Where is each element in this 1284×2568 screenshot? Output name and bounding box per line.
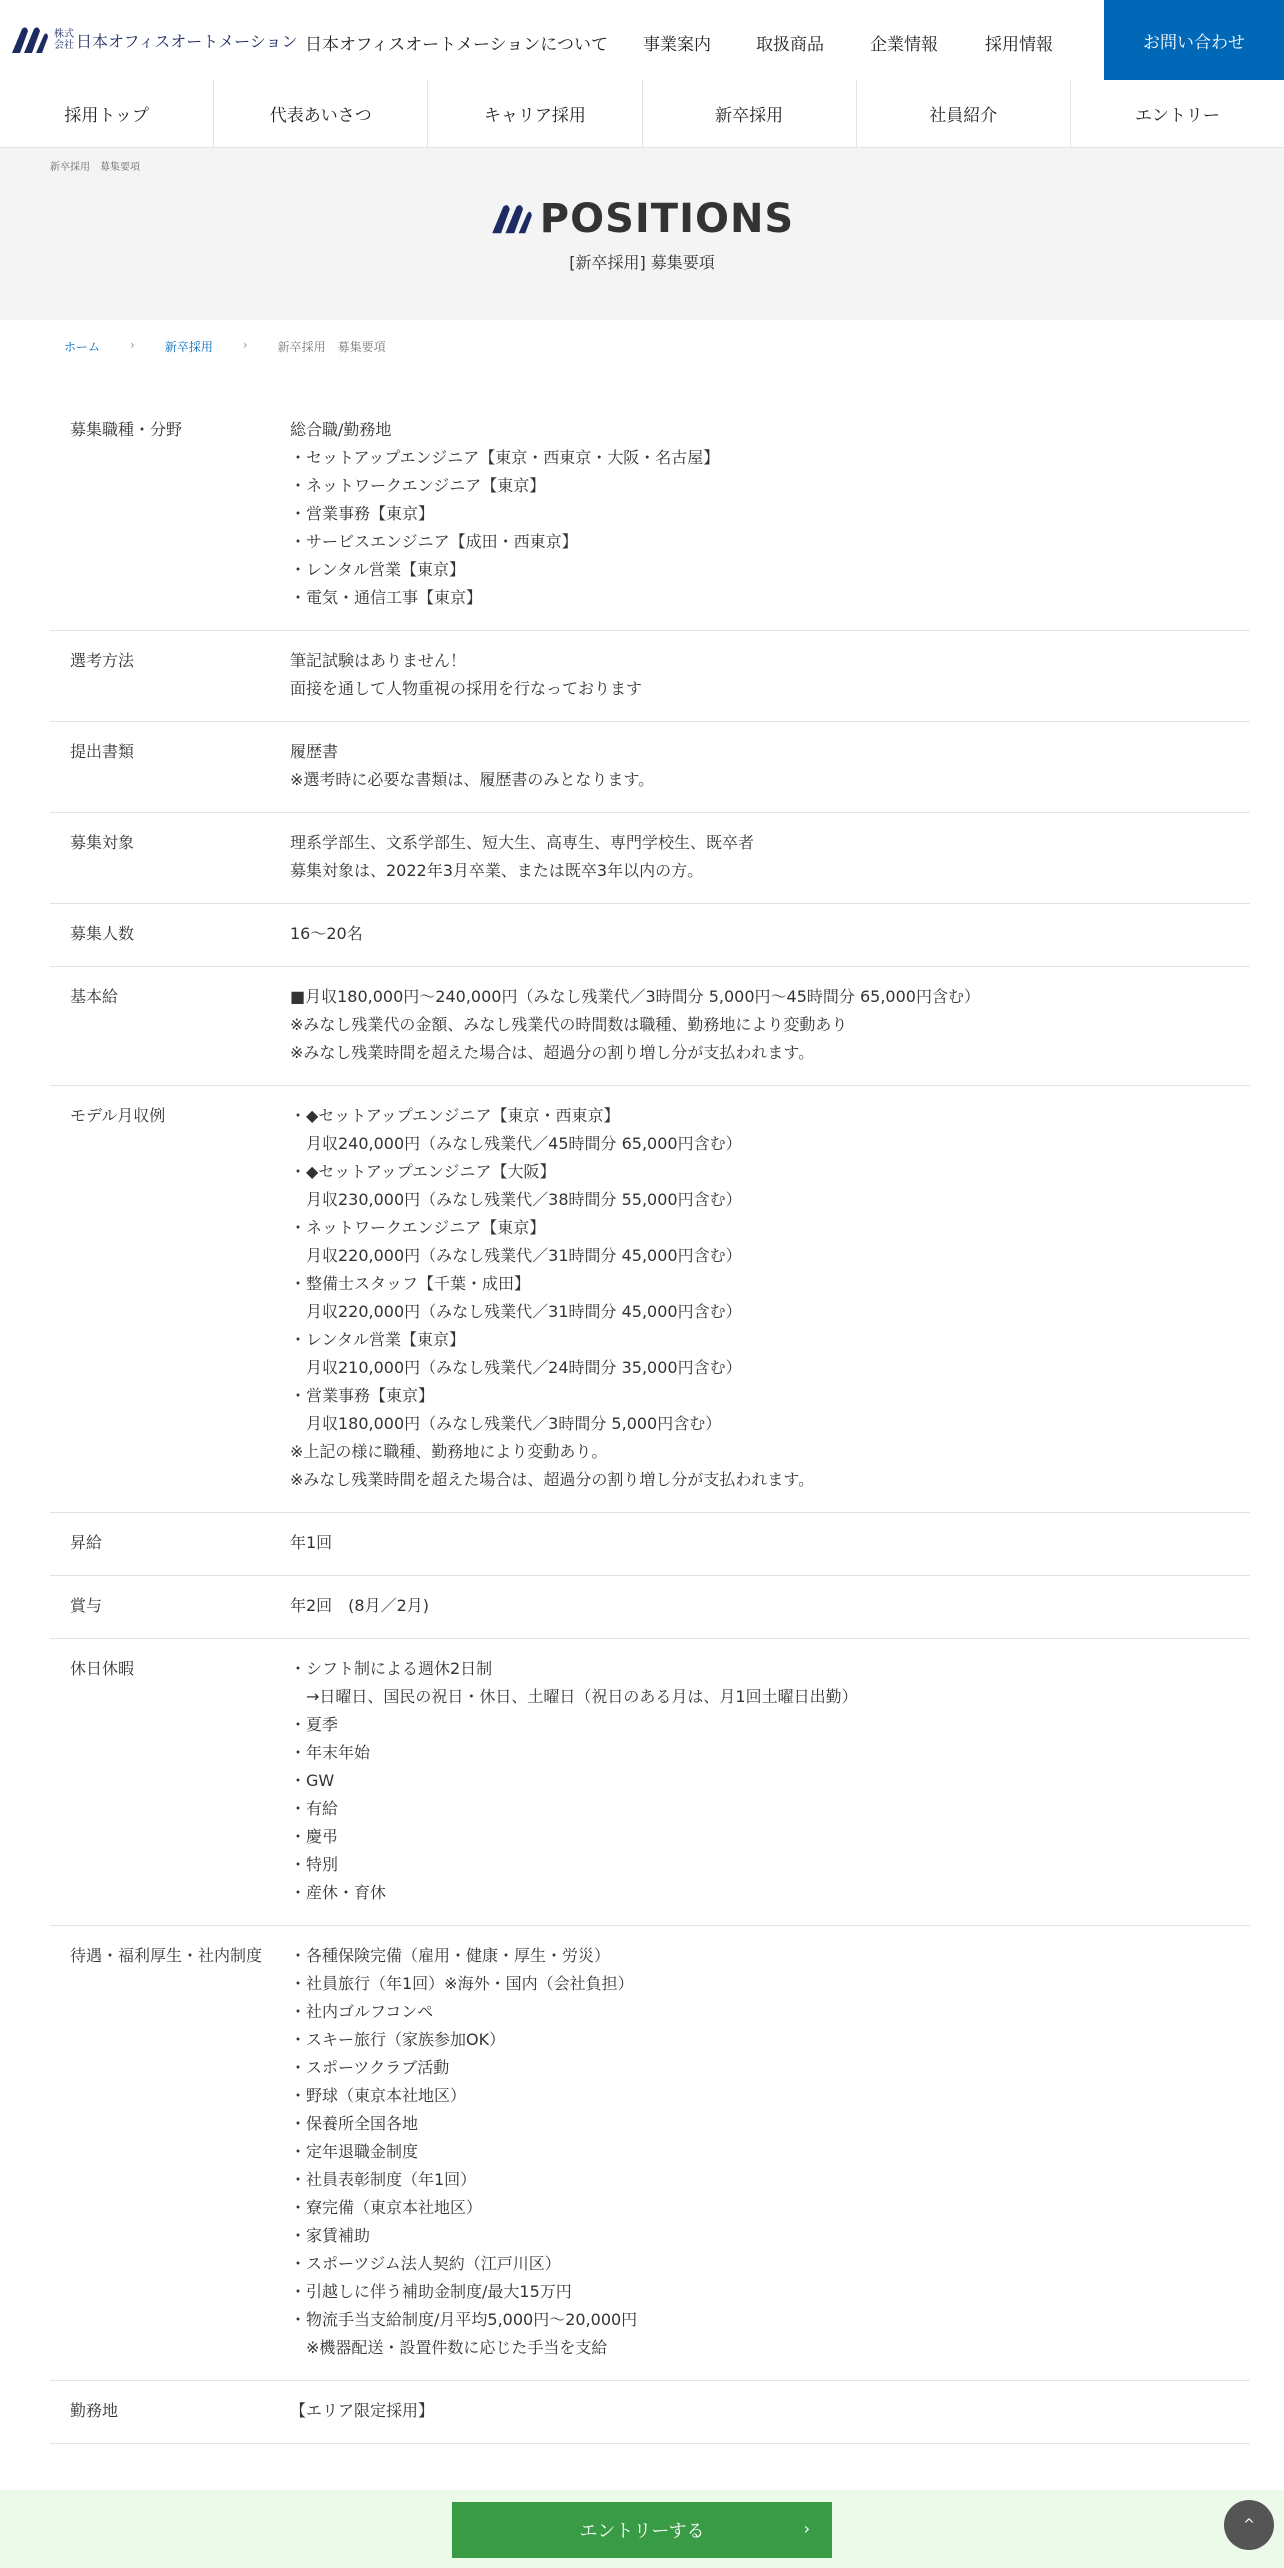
requirement-row: [50, 904, 1250, 967]
requirement-line: 面接を通して人物重視の採用を行なっております: [290, 679, 643, 698]
requirement-value: [290, 1102, 1250, 1494]
nav-business[interactable]: 事業案内: [643, 35, 711, 55]
chevron-right-icon: ›: [803, 2519, 810, 2538]
requirement-label: 勤務地: [70, 2401, 119, 2420]
requirement-line: ・野球（東京本社地区）: [290, 2086, 467, 2105]
requirement-value: [290, 983, 1250, 1067]
requirement-row: [50, 1086, 1250, 1513]
breadcrumb: [64, 338, 386, 355]
requirement-line: 16〜20名: [290, 924, 363, 943]
requirement-line: ・寮完備（東京本社地区）: [290, 2198, 483, 2217]
recruit-subnav: [0, 80, 1284, 148]
requirement-line: 月収180,000円（みなし残業代／3時間分 5,000円含む）: [290, 1414, 722, 1433]
requirement-label: 待遇・福利厚生・社内制度: [70, 1946, 263, 1965]
requirement-line: ・スポーツジム法人契約（江戸川区）: [290, 2254, 561, 2273]
requirement-line: →日曜日、国民の祝日・休日、土曜日（祝日のある月は、月1回土曜日出勤）: [290, 1687, 858, 1706]
page-title: [0, 196, 1284, 242]
requirement-line: ・営業事務【東京】: [290, 504, 435, 523]
requirement-line: ・年末年始: [290, 1743, 371, 1762]
subnav-entry[interactable]: エントリー: [1134, 106, 1220, 126]
logo-company-name: 日本オフィスオートメーション: [76, 31, 298, 51]
subnav-recruit-top[interactable]: 採用トップ: [0, 80, 214, 147]
requirement-line: ・レンタル営業【東京】: [290, 1330, 465, 1349]
requirement-value: [290, 738, 1250, 794]
requirement-line: ・引越しに伴う補助金制度/最大15万円: [290, 2282, 572, 2301]
requirement-label: 基本給: [70, 987, 119, 1006]
requirement-line: 年2回 (8月／2月): [290, 1596, 430, 1615]
requirement-line: ・各種保険完備（雇用・健康・厚生・労災）: [290, 1946, 611, 1965]
requirement-label: モデル月収例: [70, 1106, 166, 1125]
requirement-label: 昇給: [70, 1533, 103, 1552]
requirement-line: ※機器配送・設置件数に応じた手当を支給: [290, 2338, 608, 2357]
hero-crumb: 新卒採用 募集要項: [50, 162, 140, 173]
requirement-line: 月収220,000円（みなし残業代／31時間分 45,000円含む）: [290, 1246, 742, 1265]
requirement-label: 提出書類: [70, 742, 135, 761]
requirement-row: [50, 1513, 1250, 1576]
requirement-value: [290, 1655, 1250, 1907]
requirement-line: ・スポーツクラブ活動: [290, 2058, 450, 2077]
requirement-line: ■月収180,000円〜240,000円（みなし残業代／3時間分 5,000円〜45時間分 65,000円含む）: [290, 987, 980, 1006]
requirement-value: [290, 2397, 1250, 2425]
requirement-line: ・定年退職金制度: [290, 2142, 419, 2161]
requirement-line: ・レンタル営業【東京】: [290, 560, 465, 579]
requirement-line: ・物流手当支給制度/月平均5,000円〜20,000円: [290, 2310, 638, 2329]
requirement-label: 募集対象: [70, 833, 135, 852]
subnav-message[interactable]: 代表あいさつ: [214, 80, 428, 147]
requirement-line: ・産休・育休: [290, 1883, 387, 1902]
requirement-line: ・電気・通信工事【東京】: [290, 588, 483, 607]
requirement-row: [50, 813, 1250, 904]
requirement-line: 月収240,000円（みなし残業代／45時間分 65,000円含む）: [290, 1134, 742, 1153]
requirement-line: ※みなし残業時間を超えた場合は、超過分の割り増し分が支払われます。: [290, 1470, 815, 1489]
requirement-row: [50, 400, 1250, 631]
requirement-row: [50, 722, 1250, 813]
requirement-line: ・社内ゴルフコンペ: [290, 2002, 434, 2021]
requirement-line: ・営業事務【東京】: [290, 1386, 435, 1405]
arrow-up-icon: ^: [1243, 2517, 1255, 2533]
subnav-new-graduate[interactable]: 新卒採用: [643, 80, 857, 147]
page-hero: [0, 148, 1284, 320]
requirement-line: ※みなし残業時間を超えた場合は、超過分の割り増し分が支払われます。: [290, 1043, 815, 1062]
requirement-line: 年1回: [290, 1533, 333, 1552]
breadcrumb-separator: ›: [242, 338, 248, 352]
requirement-line: ※上記の様に職種、勤務地により変動あり。: [290, 1442, 608, 1461]
requirement-line: ・慶弔: [290, 1827, 339, 1846]
requirement-row: [50, 2381, 1250, 2444]
requirement-line: ・◆セットアップエンジニア【大阪】: [290, 1162, 556, 1181]
logo-company-type: 株式会社: [54, 29, 74, 51]
requirement-line: ・社員表彰制度（年1回）: [290, 2170, 477, 2189]
page-subtitle: [新卒採用] 募集要項: [569, 253, 715, 272]
logo-mark-icon: [10, 25, 50, 55]
site-header: [0, 0, 1284, 81]
requirement-label: 選考方法: [70, 651, 135, 670]
requirement-row: [50, 1576, 1250, 1639]
requirement-line: ・◆セットアップエンジニア【東京・西東京】: [290, 1106, 620, 1125]
requirement-line: ・有給: [290, 1799, 339, 1818]
requirement-value: [290, 647, 1250, 703]
requirement-value: [290, 1942, 1250, 2362]
requirement-line: ・セットアップエンジニア【東京・西東京・大阪・名古屋】: [290, 448, 720, 467]
requirement-line: ・ネットワークエンジニア【東京】: [290, 1218, 546, 1237]
contact-button[interactable]: お問い合わせ: [1104, 0, 1284, 80]
entry-button[interactable]: [452, 2502, 832, 2558]
requirement-line: ・スキー旅行（家族参加OK）: [290, 2030, 506, 2049]
nav-products[interactable]: 取扱商品: [756, 35, 824, 55]
requirement-line: ・サービスエンジニア【成田・西東京】: [290, 532, 578, 551]
requirement-line: 筆記試験はありません！: [290, 651, 467, 670]
requirement-line: 月収220,000円（みなし残業代／31時間分 45,000円含む）: [290, 1302, 742, 1321]
requirement-line: 総合職/勤務地: [290, 420, 392, 439]
requirement-line: ※みなし残業代の金額、みなし残業代の時間数は職種、勤務地により変動あり: [290, 1015, 848, 1034]
requirement-label: 募集職種・分野: [70, 420, 183, 439]
breadcrumb-home[interactable]: ホーム: [64, 340, 101, 354]
entry-bar: [0, 2490, 1284, 2568]
requirement-line: ・シフト制による週休2日制: [290, 1659, 493, 1678]
breadcrumb-new-graduate[interactable]: 新卒採用: [164, 340, 213, 354]
requirement-value: [290, 829, 1250, 885]
requirement-line: 【エリア限定採用】: [290, 2401, 435, 2420]
subnav-staff[interactable]: 社員紹介: [857, 80, 1071, 147]
requirement-value: [290, 920, 1250, 948]
requirement-line: 募集対象は、2022年3月卒業、または既卒3年以内の方。: [290, 861, 704, 880]
nav-about[interactable]: 日本オフィスオートメーションについて: [305, 35, 608, 55]
requirement-label: 賞与: [70, 1596, 103, 1615]
requirement-row: [50, 1926, 1250, 2381]
requirement-label: 休日休暇: [70, 1659, 135, 1678]
page-title-text: POSITIONS: [539, 196, 795, 242]
requirement-value: [290, 1529, 1250, 1557]
requirement-line: 月収210,000円（みなし残業代／24時間分 35,000円含む）: [290, 1358, 742, 1377]
breadcrumb-current: 新卒採用 募集要項: [277, 340, 386, 354]
requirement-row: [50, 967, 1250, 1086]
requirements-table: [50, 400, 1250, 2444]
requirement-label: 募集人数: [70, 924, 135, 943]
requirement-line: ・特別: [290, 1855, 339, 1874]
nav-recruit[interactable]: 採用情報: [985, 35, 1053, 55]
nav-company[interactable]: 企業情報: [870, 35, 938, 55]
company-logo[interactable]: [10, 24, 297, 56]
requirement-line: ・社員旅行（年1回）※海外・国内（会社負担）: [290, 1974, 634, 1993]
requirement-line: ・ネットワークエンジニア【東京】: [290, 476, 546, 495]
requirement-line: ・保養所全国各地: [290, 2114, 419, 2133]
logo-mark-icon: [490, 201, 534, 237]
requirement-row: [50, 1639, 1250, 1926]
requirement-line: 理系学部生、文系学部生、短大生、高専生、専門学校生、既卒者: [290, 833, 755, 852]
requirement-line: ・夏季: [290, 1715, 339, 1734]
requirement-line: 履歴書: [290, 742, 339, 761]
breadcrumb-separator: ›: [130, 338, 135, 352]
requirement-line: ※選考時に必要な書類は、履歴書のみとなります。: [290, 770, 655, 789]
requirement-line: ・整備士スタッフ【千葉・成田】: [290, 1274, 531, 1293]
requirement-value: [290, 416, 1250, 612]
subnav-career[interactable]: キャリア採用: [428, 80, 642, 147]
entry-button-label: エントリーする: [579, 2521, 705, 2542]
back-to-top-button[interactable]: [1224, 2500, 1274, 2550]
requirement-value: [290, 1592, 1250, 1620]
requirement-row: [50, 631, 1250, 722]
requirement-line: ・GW: [290, 1771, 335, 1790]
requirement-line: 月収230,000円（みなし残業代／38時間分 55,000円含む）: [290, 1190, 742, 1209]
requirement-line: ・家賃補助: [290, 2226, 371, 2245]
